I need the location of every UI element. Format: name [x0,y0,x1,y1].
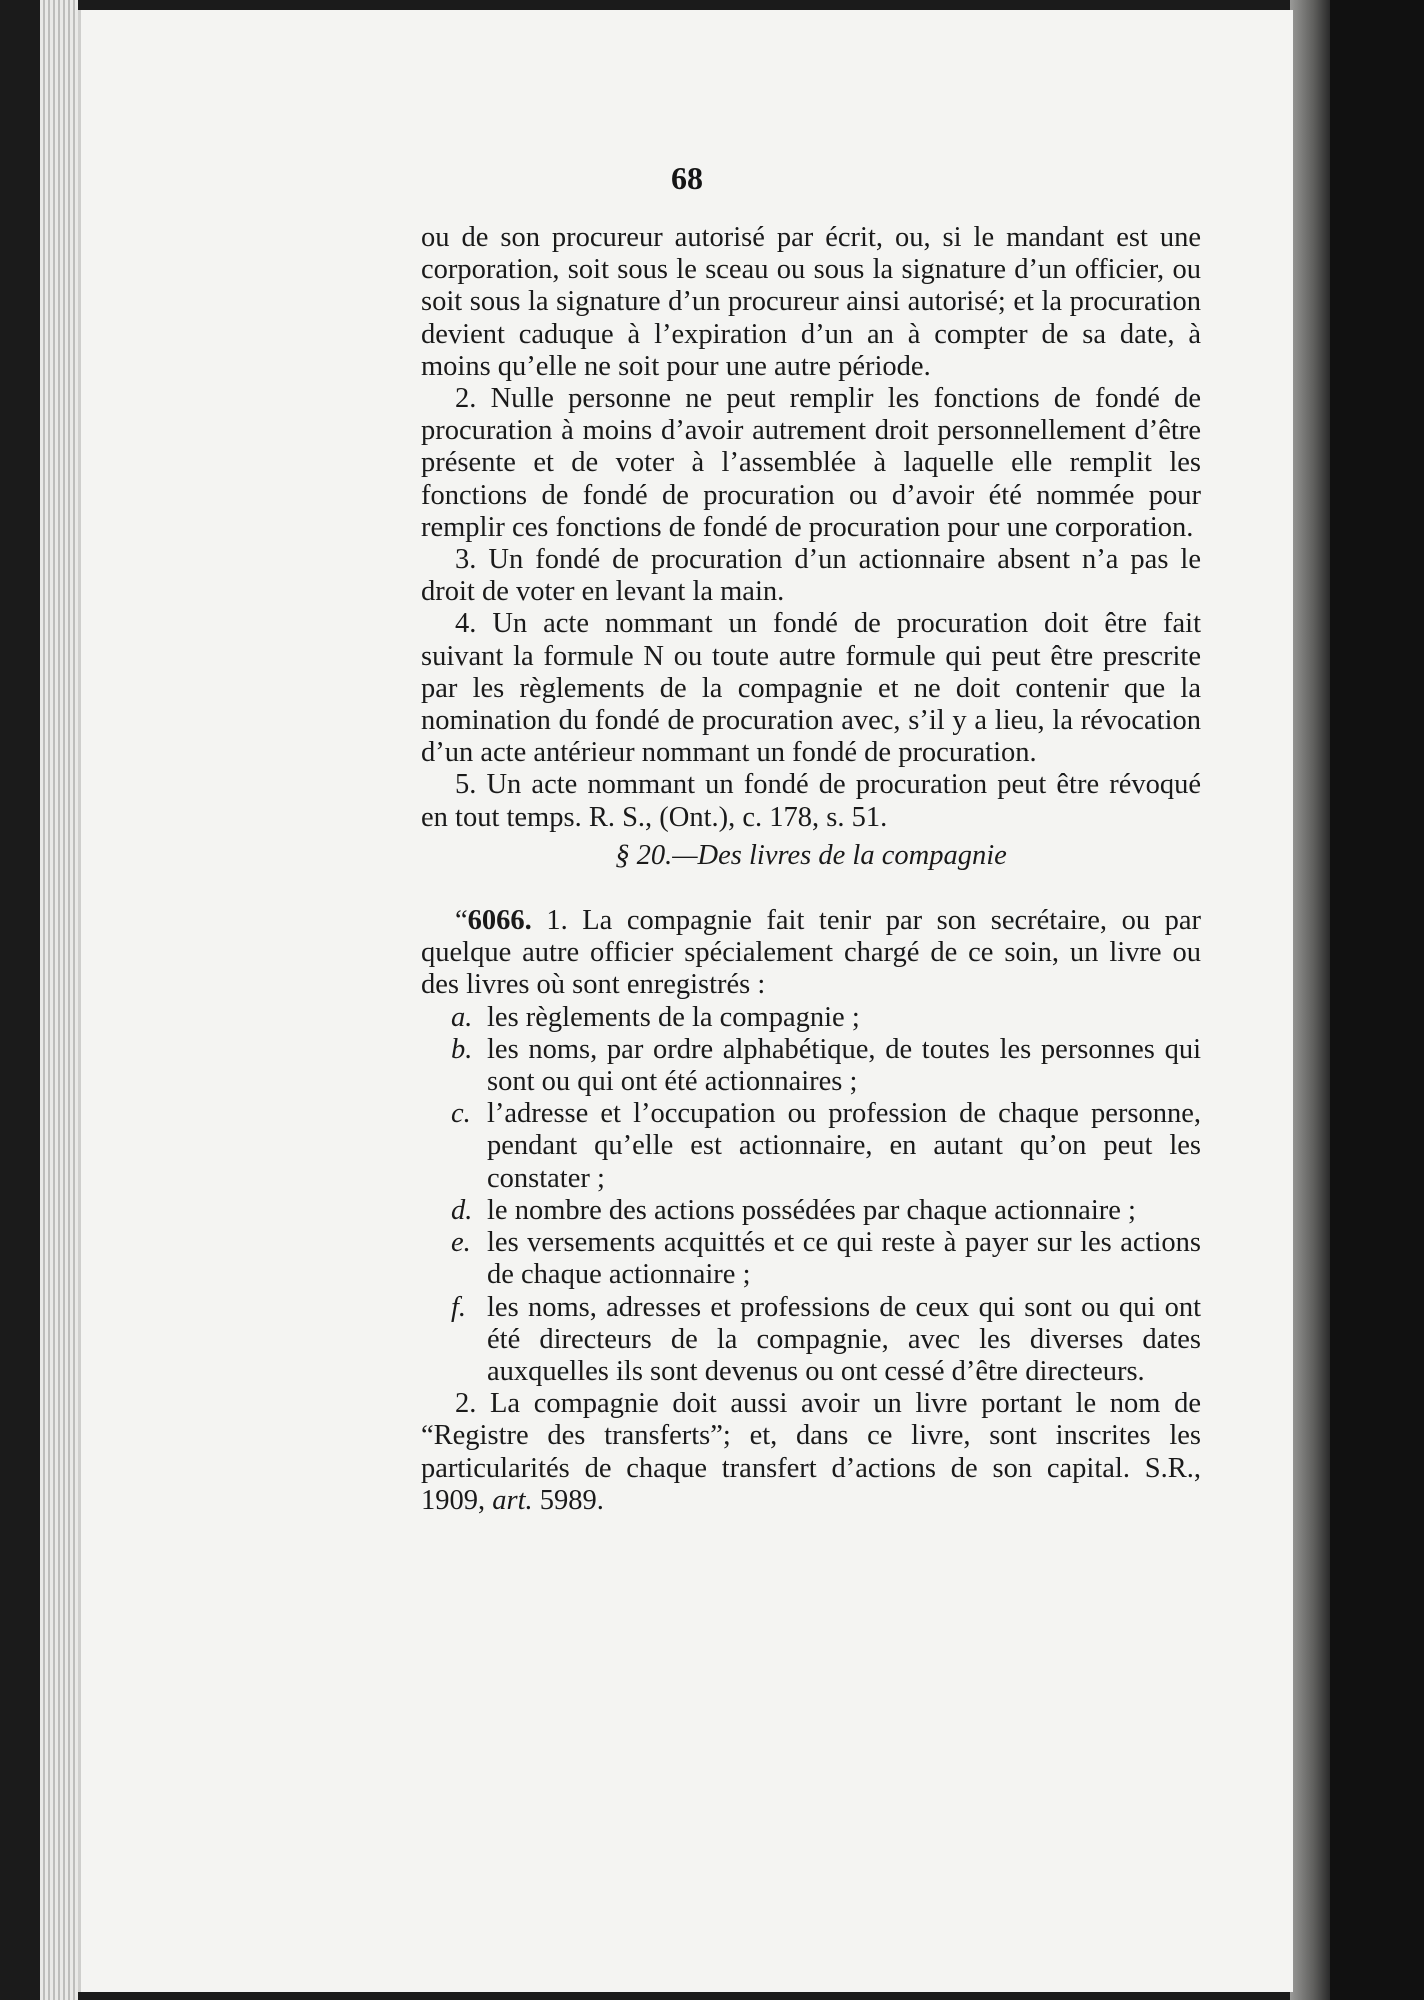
list-item [451,1098,1201,1195]
list-item-letter: c. [451,1098,471,1130]
list-item-text: les noms, adresses et professions de ceux qui sont ou qui ont été directeurs de la compagnie, avec les diverses dates auxquelles ils sont devenus ou ont cessé d’être directeurs. [487,1291,1201,1387]
list-item-letter: b. [451,1033,473,1065]
paragraph-3: 3. Un fondé de procuration d’un actionnaire absent n’a pas le droit de voter en levant la main. [421,544,1201,608]
article-paragraph-2-text: 2. La compagnie doit aussi avoir un livre portant le nom de “Registre des transferts”; et, dans ce livre, sont inscrites les particularités de chaque transfert d’actions de son capital. S.R., 1909, [421,1388,1201,1516]
list-item-text: les noms, par ordre alphabétique, de toutes les personnes qui sont ou qui ont été actionnaires ; [487,1033,1201,1098]
citation-art: art. [492,1484,533,1516]
page-text [421,222,1201,1517]
list-item [451,1195,1201,1227]
article-number: 6066. [467,905,532,937]
paragraph-4: 4. Un acte nommant un fondé de procuration doit être fait suivant la formule N ou toute autre formule qui peut être prescrite par les règlements de la compagnie et ne doit contenir que la nomination du fondé de procuration avec, s’il y a lieu, la révocation d’un acte antérieur nommant un fondé de procuration. [421,608,1201,769]
paragraph-5: 5. Un acte nommant un fondé de procuration peut être révoqué en tout temps. R. S., (Ont.), c. 178, s. 51. [421,769,1201,833]
book-page-edges [40,0,78,2000]
paragraph-continued: ou de son procureur autorisé par écrit, ou, si le mandant est une corporation, soit sous le sceau ou sous la signature d’un officier, ou soit sous la signature d’un procureur ainsi autorisé; et la procuration devient caduque à l’expiration d’un an à compter de sa date, à moins qu’elle ne soit pour une autre période. [421,222,1201,382]
list-item-text: les versements acquittés et ce qui reste à payer sur les actions de chaque actionnaire ; [487,1227,1201,1291]
book-binding-shadow [1290,0,1330,2000]
list-item [451,1292,1201,1389]
list-item-text: le nombre des actions possédées par chaque actionnaire ; [487,1194,1136,1226]
page-number: 68 [671,160,703,196]
book-page [78,10,1293,1992]
list-item [451,1034,1201,1098]
opening-quote: “ [455,905,468,937]
list-item-letter: a. [451,1001,473,1033]
section-heading: § 20.—Des livres de la compagnie [615,839,1007,871]
citation-number: 5989. [532,1484,604,1516]
list-item-text: l’adresse et l’occupation ou profession de chaque personne, pendant qu’elle est actionnaire, en autant qu’on peut les constater ; [487,1098,1201,1194]
enumeration-list [451,1002,1201,1388]
paragraph-2: 2. Nulle personne ne peut remplir les fonctions de fondé de procuration à moins d’avoir autrement droit personnellement d’être présente et de voter à l’assemblée à laquelle elle remplit les fonctions de fondé de procuration ou d’avoir été nommée pour remplir ces fonctions de fondé de procuration pour une corporation. [421,383,1201,543]
list-item-text: les règlements de la compagnie ; [487,1001,860,1033]
scan-background [1330,0,1424,2000]
article-paragraph-2 [421,1388,1201,1517]
list-item-letter: e. [451,1227,471,1259]
list-item-letter: d. [451,1194,473,1226]
list-item [451,1227,1201,1291]
list-item-letter: f. [451,1291,467,1323]
list-item [451,1002,1201,1034]
article-intro [421,905,1201,1002]
article-intro-text: 1. La compagnie fait tenir par son secrétaire, ou par quelque autre officier spécialement chargé de ce soin, un livre ou des livres où sont enregistrés : [421,905,1201,1001]
